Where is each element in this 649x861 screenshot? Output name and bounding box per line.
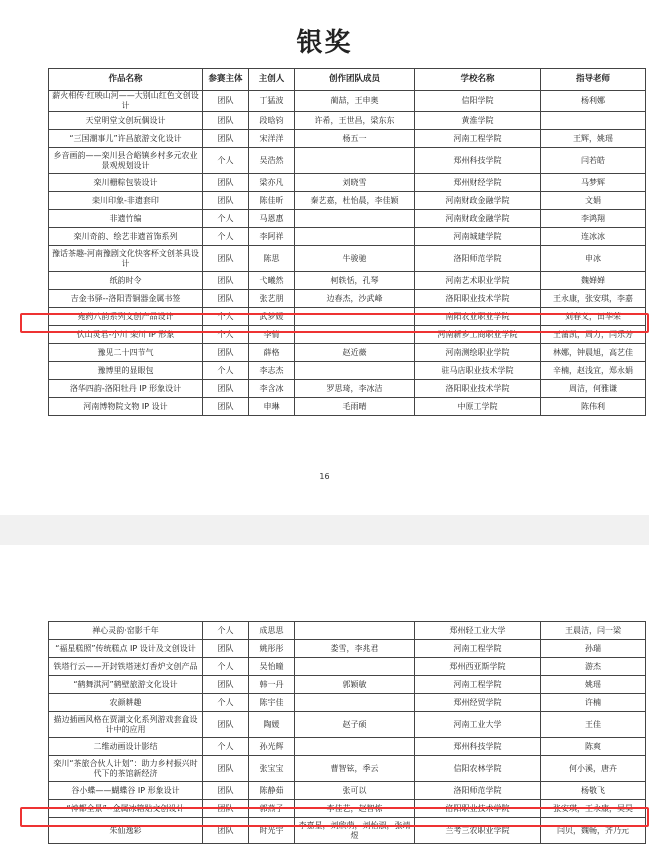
- advisor-cell: 姚瑶: [541, 676, 646, 694]
- lead-creator-cell: 陈宇佳: [249, 694, 295, 712]
- team-members-cell: [295, 148, 415, 174]
- school-name-cell: 郑州经贸学院: [415, 694, 541, 712]
- team-members-cell: 张可以: [295, 782, 415, 800]
- school-name-cell: 郑州财经学院: [415, 174, 541, 192]
- school-name-cell: 郑州轻工业大学: [415, 622, 541, 640]
- team-members-cell: [295, 694, 415, 712]
- advisor-cell: 刘春义，田华荣: [541, 308, 646, 326]
- column-header-lead-creator: 主创人: [249, 69, 295, 91]
- school-name-cell: 郑州西亚斯学院: [415, 658, 541, 676]
- table-row: [49, 398, 646, 416]
- work-title-cell: 铁塔行云——开封铁塔迷灯香炉文创产品: [49, 658, 203, 676]
- lead-creator-cell: 吴浩然: [249, 148, 295, 174]
- work-title-cell: “鹤舞淇河”鹤壁旅游文化设计: [49, 676, 203, 694]
- advisor-cell: 申冰: [541, 246, 646, 272]
- table-row: [49, 174, 646, 192]
- table-row: [49, 676, 646, 694]
- team-members-cell: [295, 738, 415, 756]
- team-members-cell: 杨五一: [295, 130, 415, 148]
- school-name-cell: 河南工业大学: [415, 712, 541, 738]
- work-title-cell: 伏山灵君-小川 栾川 IP 形象: [49, 326, 203, 344]
- page-number: 16: [319, 472, 330, 481]
- column-header-team-members: 创作团队成员: [295, 69, 415, 91]
- entry-type-cell: 个人: [203, 210, 249, 228]
- lead-creator-cell: 李志杰: [249, 362, 295, 380]
- school-name-cell: 河南财政金融学院: [415, 210, 541, 228]
- school-name-cell: 郑州科技学院: [415, 738, 541, 756]
- entry-type-cell: 个人: [203, 658, 249, 676]
- highlight-box: [20, 313, 649, 333]
- table-row: [49, 130, 646, 148]
- entry-type-cell: 团队: [203, 272, 249, 290]
- entry-type-cell: 团队: [203, 192, 249, 210]
- advisor-cell: 王辉，姚瑶: [541, 130, 646, 148]
- school-name-cell: 南阳农业职业学院: [415, 308, 541, 326]
- table-row: [49, 362, 646, 380]
- work-title-cell: 描边插画风格在贾湖文化系列游戏套盒设计中的应用: [49, 712, 203, 738]
- work-title-cell: 豫话茶趣-河南豫剧文化快客杯文创茶具设计: [49, 246, 203, 272]
- school-name-cell: 河南测绘职业学院: [415, 344, 541, 362]
- lead-creator-cell: 宋洋洋: [249, 130, 295, 148]
- team-members-cell: 刘晓雪: [295, 174, 415, 192]
- advisor-cell: 王永康，张安琪，李嘉: [541, 290, 646, 308]
- advisor-cell: 王佳: [541, 712, 646, 738]
- table-row: [49, 712, 646, 738]
- team-members-cell: 牛骏驰: [295, 246, 415, 272]
- column-header-school-name: 学校名称: [415, 69, 541, 91]
- work-title-cell: 禅心灵韵·窑影千年: [49, 622, 203, 640]
- school-name-cell: 洛阳师范学院: [415, 246, 541, 272]
- entry-type-cell: 团队: [203, 344, 249, 362]
- work-title-cell: 薪火相传·红映山河——大别山红色文创设计: [49, 91, 203, 112]
- entry-type-cell: 团队: [203, 246, 249, 272]
- school-name-cell: 河南工程学院: [415, 676, 541, 694]
- lead-creator-cell: 张宝宝: [249, 756, 295, 782]
- team-members-cell: 赵子硕: [295, 712, 415, 738]
- lead-creator-cell: 郭燕子: [249, 800, 295, 818]
- lead-creator-cell: 陈静茹: [249, 782, 295, 800]
- lead-creator-cell: 段晗钧: [249, 112, 295, 130]
- column-header-work-title: 作品名称: [49, 69, 203, 91]
- advisor-cell: 王蒲凯，周力，闫乐芳: [541, 326, 646, 344]
- work-title-cell: 洛华四韵-洛阳牡丹 IP 形象设计: [49, 380, 203, 398]
- work-title-cell: 豫见二十四节气: [49, 344, 203, 362]
- entry-type-cell: 团队: [203, 130, 249, 148]
- work-title-cell: 栾川“茶旅合伙人计划”：助力乡村振兴时代下的茶馆新经济: [49, 756, 203, 782]
- work-title-cell: 乡音画韵——栾川县合峪镇乡村多元农业景观规划设计: [49, 148, 203, 174]
- lead-creator-cell: 薛格: [249, 344, 295, 362]
- team-members-cell: [295, 622, 415, 640]
- school-name-cell: 洛阳职业技术学院: [415, 800, 541, 818]
- advisor-cell: 王晨洁，闫一梁: [541, 622, 646, 640]
- entry-type-cell: 团队: [203, 640, 249, 658]
- table-row: [49, 622, 646, 640]
- column-header-advisor: 指导老师: [541, 69, 646, 91]
- entry-type-cell: 团队: [203, 380, 249, 398]
- entry-type-cell: 个人: [203, 308, 249, 326]
- lead-creator-cell: 丁猛波: [249, 91, 295, 112]
- table-row: [49, 228, 646, 246]
- advisor-cell: 闫贝，魏畅，齐乃元: [541, 818, 646, 844]
- work-title-cell: 谷小蝶——蝴蝶谷 IP 形象设计: [49, 782, 203, 800]
- lead-creator-cell: 梁亦凡: [249, 174, 295, 192]
- lead-creator-cell: 马恩惠: [249, 210, 295, 228]
- work-title-cell: 天堂明堂文创玩偶设计: [49, 112, 203, 130]
- lead-creator-cell: 成思思: [249, 622, 295, 640]
- work-title-cell: 栾川奇韵、绘艺非遗首饰系列: [49, 228, 203, 246]
- table-row: [49, 148, 646, 174]
- lead-creator-cell: 孙光辉: [249, 738, 295, 756]
- school-name-cell: 河南新乡工商职业学院: [415, 326, 541, 344]
- school-name-cell: 信阳学院: [415, 91, 541, 112]
- school-name-cell: 黄淮学院: [415, 112, 541, 130]
- work-title-cell: 吉金书驿--洛阳青铜器金属书签: [49, 290, 203, 308]
- school-name-cell: 洛阳职业技术学院: [415, 290, 541, 308]
- advisor-cell: 辛楠，赵浅宜，郑永娟: [541, 362, 646, 380]
- lead-creator-cell: 李含冰: [249, 380, 295, 398]
- table-row: [49, 272, 646, 290]
- table-row: [49, 91, 646, 112]
- lead-creator-cell: 陈佳昕: [249, 192, 295, 210]
- advisor-cell: 许楠: [541, 694, 646, 712]
- school-name-cell: 信阳农林学院: [415, 756, 541, 782]
- advisor-cell: 周洁，何雅谦: [541, 380, 646, 398]
- silver-award-table-1: [48, 68, 646, 416]
- work-title-cell: 豫博里的显眼包: [49, 362, 203, 380]
- advisor-cell: 何小溪，唐卉: [541, 756, 646, 782]
- school-name-cell: 洛阳师范学院: [415, 782, 541, 800]
- entry-type-cell: 个人: [203, 738, 249, 756]
- table-row: [49, 782, 646, 800]
- school-name-cell: 郑州科技学院: [415, 148, 541, 174]
- school-name-cell: 河南工程学院: [415, 130, 541, 148]
- table-row: [49, 380, 646, 398]
- lead-creator-cell: 李阿祥: [249, 228, 295, 246]
- work-title-cell: 农颜耕趣: [49, 694, 203, 712]
- work-title-cell: 栾川栅粽包装设计: [49, 174, 203, 192]
- entry-type-cell: 团队: [203, 676, 249, 694]
- advisor-cell: 马梦辉: [541, 174, 646, 192]
- entry-type-cell: 个人: [203, 694, 249, 712]
- entry-type-cell: 个人: [203, 362, 249, 380]
- work-title-cell: “福星糕照”传统糕点 IP 设计及文创设计: [49, 640, 203, 658]
- table-row: [49, 290, 646, 308]
- team-members-cell: 娄雪，李兆君: [295, 640, 415, 658]
- entry-type-cell: 团队: [203, 712, 249, 738]
- advisor-cell: 杨利娜: [541, 91, 646, 112]
- advisor-cell: 闫若皓: [541, 148, 646, 174]
- lead-creator-cell: 申琳: [249, 398, 295, 416]
- lead-creator-cell: 弋曦然: [249, 272, 295, 290]
- team-members-cell: 许希，王世昌，梁东东: [295, 112, 415, 130]
- work-title-cell: 非遗竹编: [49, 210, 203, 228]
- lead-creator-cell: 陈思: [249, 246, 295, 272]
- column-header-entry-type: 参赛主体: [203, 69, 249, 91]
- work-title-cell: 朱仙逸彩: [49, 818, 203, 844]
- advisor-cell: 李鸿翔: [541, 210, 646, 228]
- entry-type-cell: 团队: [203, 818, 249, 844]
- document-page-2: [0, 545, 649, 861]
- table-row: [49, 694, 646, 712]
- page-title: 银奖: [296, 28, 353, 58]
- school-name-cell: 河南工程学院: [415, 640, 541, 658]
- table-row: [49, 112, 646, 130]
- entry-type-cell: 团队: [203, 782, 249, 800]
- entry-type-cell: 个人: [203, 622, 249, 640]
- advisor-cell: 陈伟利: [541, 398, 646, 416]
- entry-type-cell: 团队: [203, 91, 249, 112]
- lead-creator-cell: 张艺朋: [249, 290, 295, 308]
- work-title-cell: 纸韵时令: [49, 272, 203, 290]
- advisor-cell: 游杰: [541, 658, 646, 676]
- advisor-cell: 杨敬飞: [541, 782, 646, 800]
- team-members-cell: 李佳艺，赵智栋: [295, 800, 415, 818]
- team-members-cell: 赵近薇: [295, 344, 415, 362]
- entry-type-cell: 团队: [203, 800, 249, 818]
- work-title-cell: “神都全景”--金属冰箱贴文创设计: [49, 800, 203, 818]
- team-members-cell: 曹智铉，季云: [295, 756, 415, 782]
- work-title-cell: 河南博物院文物 IP 设计: [49, 398, 203, 416]
- entry-type-cell: 个人: [203, 228, 249, 246]
- advisor-cell: 林娜，钟晨旭，高艺佳: [541, 344, 646, 362]
- entry-type-cell: 团队: [203, 174, 249, 192]
- school-name-cell: 洛阳职业技术学院: [415, 380, 541, 398]
- team-members-cell: 毛雨晴: [295, 398, 415, 416]
- table-row: [49, 344, 646, 362]
- team-members-cell: 柯轶恬，孔琴: [295, 272, 415, 290]
- advisor-cell: 张安琪，王永康，吴昊: [541, 800, 646, 818]
- lead-creator-cell: 陶媛: [249, 712, 295, 738]
- table-row: [49, 658, 646, 676]
- team-members-cell: 罗思琦，李冰洁: [295, 380, 415, 398]
- lead-creator-cell: 武梦媛: [249, 308, 295, 326]
- school-name-cell: 河南艺术职业学院: [415, 272, 541, 290]
- school-name-cell: 驻马店职业技术学院: [415, 362, 541, 380]
- highlight-box: [20, 807, 649, 827]
- advisor-cell: 陈爽: [541, 738, 646, 756]
- team-members-cell: 边春杰，沙武峰: [295, 290, 415, 308]
- lead-creator-cell: 韩一丹: [249, 676, 295, 694]
- work-title-cell: 二维动画设计影结: [49, 738, 203, 756]
- entry-type-cell: 团队: [203, 398, 249, 416]
- table-row: [49, 246, 646, 272]
- team-members-cell: [295, 362, 415, 380]
- entry-type-cell: 个人: [203, 326, 249, 344]
- team-members-cell: 郭颖敏: [295, 676, 415, 694]
- team-members-cell: [295, 228, 415, 246]
- table-row: [49, 192, 646, 210]
- table-row: [49, 210, 646, 228]
- advisor-cell: [541, 112, 646, 130]
- team-members-cell: [295, 210, 415, 228]
- table-row: [49, 738, 646, 756]
- team-members-cell: 李嘉星，刘欣萌，刘怡淑，张靖煜: [295, 818, 415, 844]
- entry-type-cell: 团队: [203, 756, 249, 782]
- lead-creator-cell: 姚彤彤: [249, 640, 295, 658]
- lead-creator-cell: 时光宇: [249, 818, 295, 844]
- advisor-cell: 孙瑞: [541, 640, 646, 658]
- advisor-cell: 魏婵婵: [541, 272, 646, 290]
- work-title-cell: “三国潮事儿”许昌旅游文化设计: [49, 130, 203, 148]
- table-row: [49, 640, 646, 658]
- entry-type-cell: 团队: [203, 112, 249, 130]
- work-title-cell: 栾川印象-非遗套印: [49, 192, 203, 210]
- advisor-cell: 连冰冰: [541, 228, 646, 246]
- entry-type-cell: 团队: [203, 290, 249, 308]
- lead-creator-cell: 吴怡曈: [249, 658, 295, 676]
- advisor-cell: 文娟: [541, 192, 646, 210]
- team-members-cell: [295, 658, 415, 676]
- work-title-cell: 宛药八韵系列文创产品设计: [49, 308, 203, 326]
- school-name-cell: 中原工学院: [415, 398, 541, 416]
- team-members-cell: 蔺喆，王申奥: [295, 91, 415, 112]
- lead-creator-cell: 李倩: [249, 326, 295, 344]
- school-name-cell: 河南财政金融学院: [415, 192, 541, 210]
- school-name-cell: 兰考三农职业学院: [415, 818, 541, 844]
- table-row: [49, 756, 646, 782]
- entry-type-cell: 个人: [203, 148, 249, 174]
- team-members-cell: 秦艺嘉，杜怡晨，李佳颖: [295, 192, 415, 210]
- school-name-cell: 河南城建学院: [415, 228, 541, 246]
